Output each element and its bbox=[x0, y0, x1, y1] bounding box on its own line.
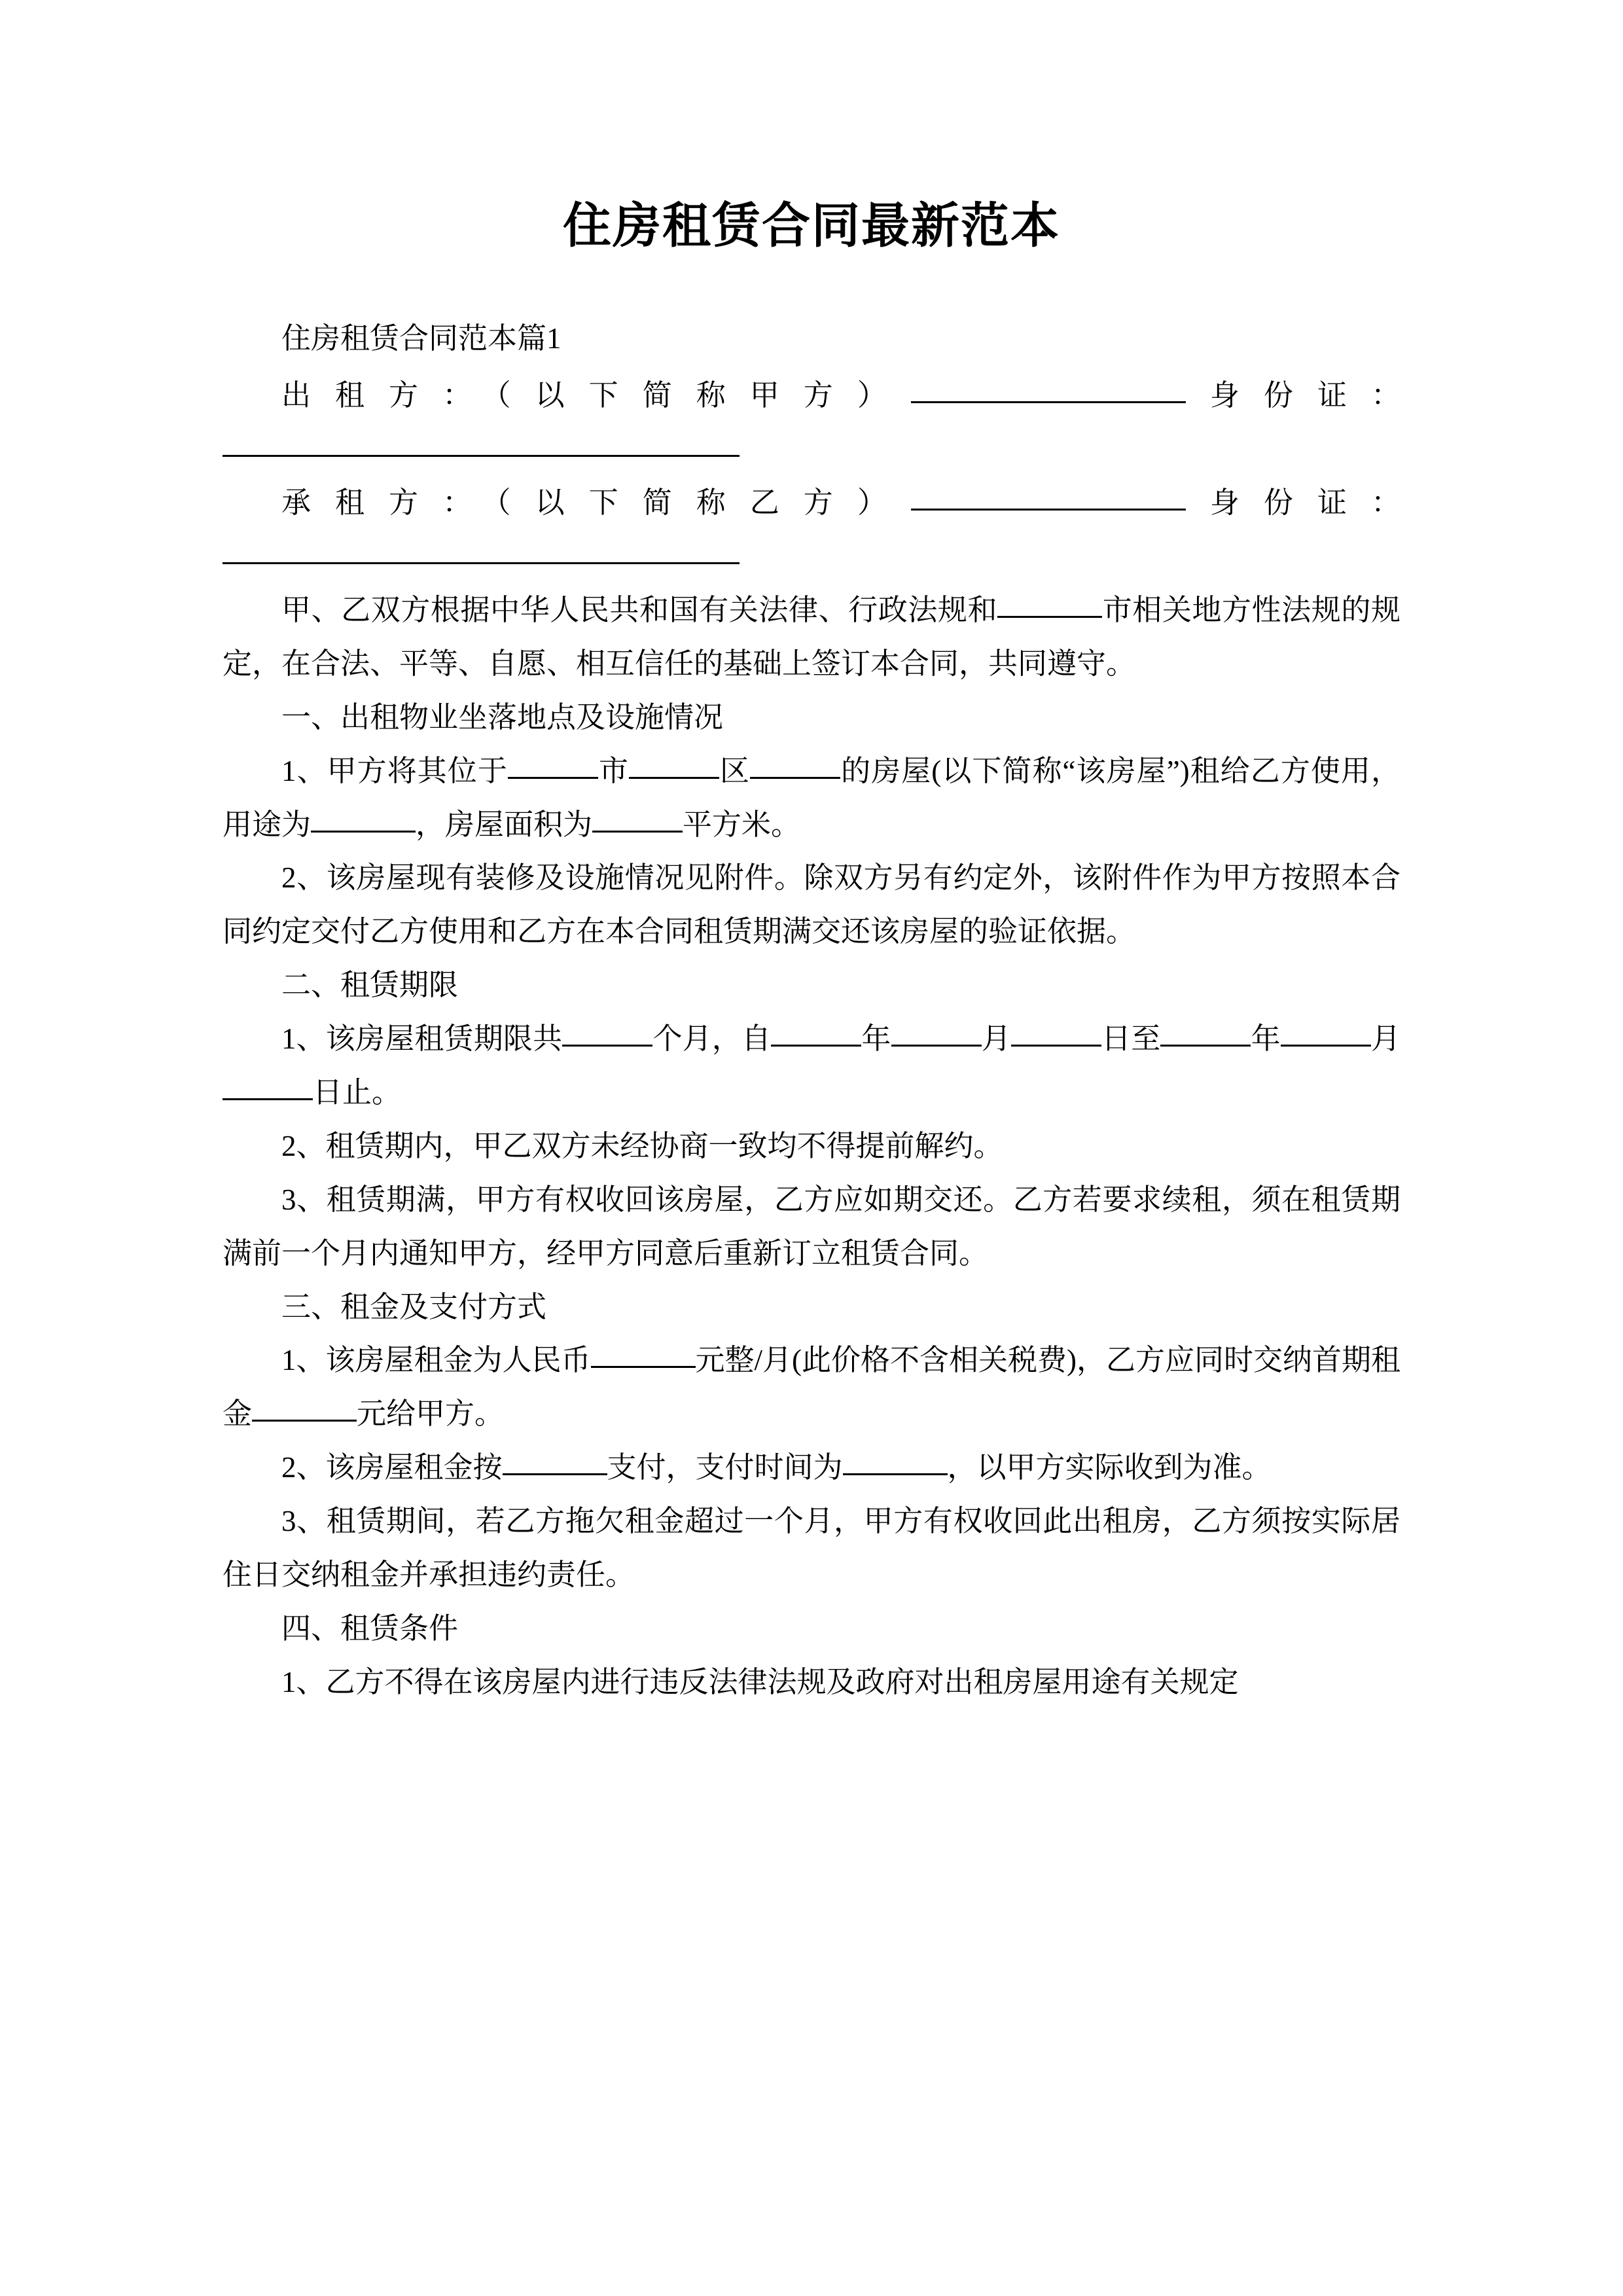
clause-3-2 bbox=[223, 1441, 1400, 1495]
clause-text: 支付，支付时间为 bbox=[607, 1451, 843, 1484]
section-heading-4: 四、租赁条件 bbox=[281, 1611, 459, 1645]
clause-text: ，以甲方实际收到为准。 bbox=[947, 1451, 1272, 1484]
clause-2-2: 2、租赁期内，甲乙双方未经协商一致均不得提前解约。 bbox=[281, 1129, 1003, 1162]
lessor-id-blank[interactable] bbox=[223, 429, 740, 457]
start-day-blank[interactable] bbox=[1011, 1018, 1101, 1047]
lessee-id-blank[interactable] bbox=[223, 536, 740, 564]
clause-3-1 bbox=[223, 1334, 1400, 1441]
preamble-text-b: 市相关地方性法规的规定，在合法、平等、自愿、相互信任的基础上签订本合同，共同遵守。 bbox=[223, 593, 1400, 680]
clause-3-3: 3、租赁期间，若乙方拖欠租金超过一个月，甲方有权收回此出租房，乙方须按实际居住日交纳租金并承担违约责任。 bbox=[223, 1505, 1400, 1591]
property-district-blank[interactable] bbox=[629, 751, 719, 779]
clause-text: ，房屋面积为 bbox=[416, 808, 593, 841]
lessor-id-label: 身份证： bbox=[1185, 379, 1400, 412]
clause-1-2: 2、该房屋现有装修及设施情况见附件。除双方另有约定外，该附件作为甲方按照本合同约定交付乙方使用和乙方在本合同租赁期满交还该房屋的验证依据。 bbox=[223, 861, 1400, 948]
payment-cycle-blank[interactable] bbox=[503, 1447, 607, 1475]
end-month-blank[interactable] bbox=[1281, 1018, 1371, 1047]
start-month-blank[interactable] bbox=[891, 1018, 982, 1047]
clause-text: 市 bbox=[597, 754, 629, 787]
lessee-name-blank[interactable] bbox=[911, 482, 1186, 511]
clause-text: 1、甲方将其位于 bbox=[281, 754, 508, 787]
page-title: 住房租赁合同最新范本 bbox=[563, 200, 1060, 253]
section-heading-1: 一、出租物业坐落地点及设施情况 bbox=[281, 700, 724, 734]
clause-text: 区 bbox=[719, 754, 751, 787]
preamble-text-a: 甲、乙双方根据中华人民共和国有关法律、行政法规和 bbox=[281, 593, 998, 626]
clause-text: 元给甲方。 bbox=[357, 1397, 505, 1431]
preamble-paragraph bbox=[223, 584, 1400, 691]
lessor-label: 出租方：（以下简称甲方） bbox=[281, 379, 911, 412]
property-address-blank[interactable] bbox=[750, 751, 840, 779]
lessee-id-label: 身份证： bbox=[1185, 486, 1400, 520]
clause-text: 2、该房屋租金按 bbox=[281, 1451, 503, 1484]
lessee-line bbox=[223, 476, 1400, 530]
lessor-name-blank[interactable] bbox=[911, 375, 1186, 403]
clause-2-3: 3、租赁期满，甲方有权收回该房屋，乙方应如期交还。乙方若要求续租，须在租赁期满前一个月内通知甲方，经甲方同意后重新订立租赁合同。 bbox=[223, 1183, 1400, 1270]
clause-text: 元整/月(此价格不含相关税费)，乙方应同时交纳首期租金 bbox=[223, 1344, 1400, 1431]
clause-text: 年 bbox=[861, 1022, 891, 1056]
lessor-line bbox=[223, 369, 1400, 423]
clause-text: 日止。 bbox=[313, 1075, 402, 1109]
clause-text: 个月，自 bbox=[652, 1022, 772, 1056]
section-heading-2: 二、租赁期限 bbox=[281, 969, 459, 1002]
clause-text: 年 bbox=[1251, 1022, 1281, 1056]
clause-text: 平方米。 bbox=[683, 808, 801, 841]
clause-text: 1、该房屋租赁期限共 bbox=[281, 1022, 563, 1056]
clause-text: 日至 bbox=[1101, 1022, 1161, 1056]
first-payment-blank[interactable] bbox=[252, 1393, 357, 1422]
clause-text: 月 bbox=[981, 1022, 1011, 1056]
clause-text: 月 bbox=[1370, 1022, 1400, 1056]
property-usage-blank[interactable] bbox=[311, 804, 416, 833]
property-area-blank[interactable] bbox=[592, 804, 683, 833]
monthly-rent-blank[interactable] bbox=[591, 1340, 696, 1368]
section-heading-3: 三、租金及支付方式 bbox=[281, 1290, 547, 1323]
clause-1-1 bbox=[223, 745, 1400, 852]
end-day-blank[interactable] bbox=[223, 1072, 313, 1100]
lessee-id-continuation bbox=[223, 530, 1400, 584]
clause-4-1: 1、乙方不得在该房屋内进行违反法律法规及政府对出租房屋用途有关规定 bbox=[281, 1665, 1239, 1698]
payment-date-blank[interactable] bbox=[843, 1447, 948, 1475]
lessee-label: 承租方：（以下简称乙方） bbox=[281, 486, 911, 520]
document-subtitle: 住房租赁合同范本篇1 bbox=[281, 321, 562, 355]
end-year-blank[interactable] bbox=[1160, 1018, 1251, 1047]
clause-text: 的房屋(以下简称“该房屋”)租给乙方使用，用途为 bbox=[223, 754, 1400, 841]
lessor-id-continuation bbox=[223, 423, 1400, 476]
start-year-blank[interactable] bbox=[771, 1018, 861, 1047]
clause-text: 1、该房屋租金为人民币 bbox=[281, 1344, 591, 1377]
clause-2-1 bbox=[223, 1013, 1400, 1120]
property-city-blank[interactable] bbox=[508, 751, 598, 779]
lease-months-blank[interactable] bbox=[562, 1018, 652, 1047]
city-blank[interactable] bbox=[997, 590, 1102, 618]
